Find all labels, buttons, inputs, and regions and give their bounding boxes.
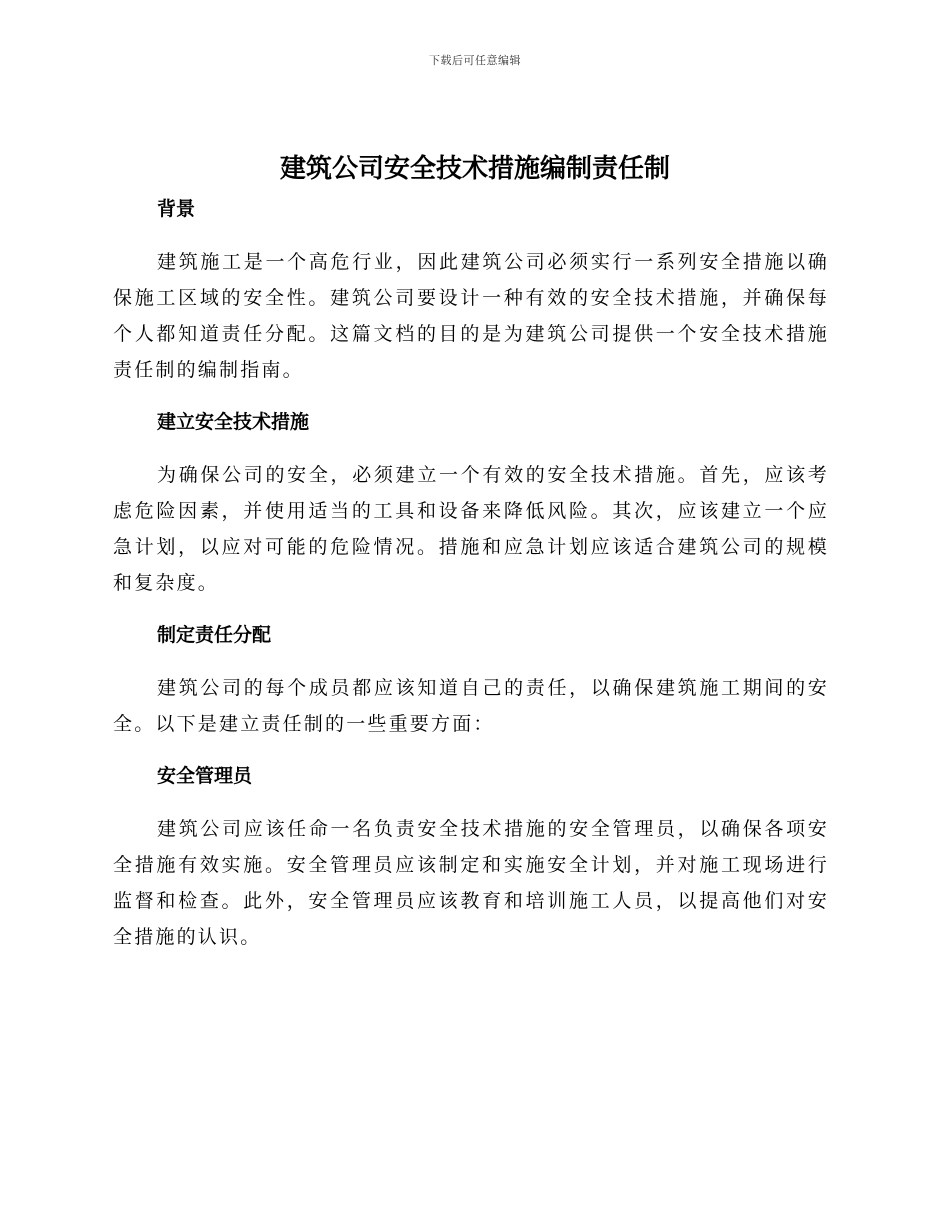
section-paragraph: 建筑公司应该任命一名负责安全技术措施的安全管理员，以确保各项安全措施有效实施。安全管理员应该制定和实施安全计划，并对施工现场进行监督和检查。此外，安全管理员应该教育和培训施工人员，以提高他们对安全措施的认识。	[113, 818, 829, 948]
section-background	[113, 191, 829, 388]
section-heading: 安全管理员	[157, 765, 253, 787]
section-paragraph: 建筑施工是一个高危行业，因此建筑公司必须实行一系列安全措施以确保施工区域的安全性。建筑公司要设计一种有效的安全技术措施，并确保每个人都知道责任分配。这篇文档的目的是为建筑公司提供一个安全技术措施责任制的编制指南。	[113, 251, 829, 381]
section-paragraph: 为确保公司的安全，必须建立一个有效的安全技术措施。首先，应该考虑危险因素，并使用适当的工具和设备来降低风险。其次，应该建立一个应急计划，以应对可能的危险情况。措施和应急计划应该适合建筑公司的规模和复杂度。	[113, 464, 829, 594]
section-heading: 建立安全技术措施	[157, 411, 310, 433]
section-responsibility-allocation	[113, 617, 829, 742]
section-safety-manager	[113, 758, 829, 955]
section-paragraph: 建筑公司的每个成员都应该知道自己的责任，以确保建筑施工期间的安全。以下是建立责任制的一些重要方面：	[113, 677, 829, 735]
section-establish-measures	[113, 404, 829, 601]
document-title: 建筑公司安全技术措施编制责任制	[279, 154, 670, 184]
page-header-note: 下载后可任意编辑	[429, 54, 521, 67]
section-heading: 制定责任分配	[157, 624, 272, 646]
document-body	[113, 191, 829, 955]
section-heading: 背景	[157, 198, 196, 220]
